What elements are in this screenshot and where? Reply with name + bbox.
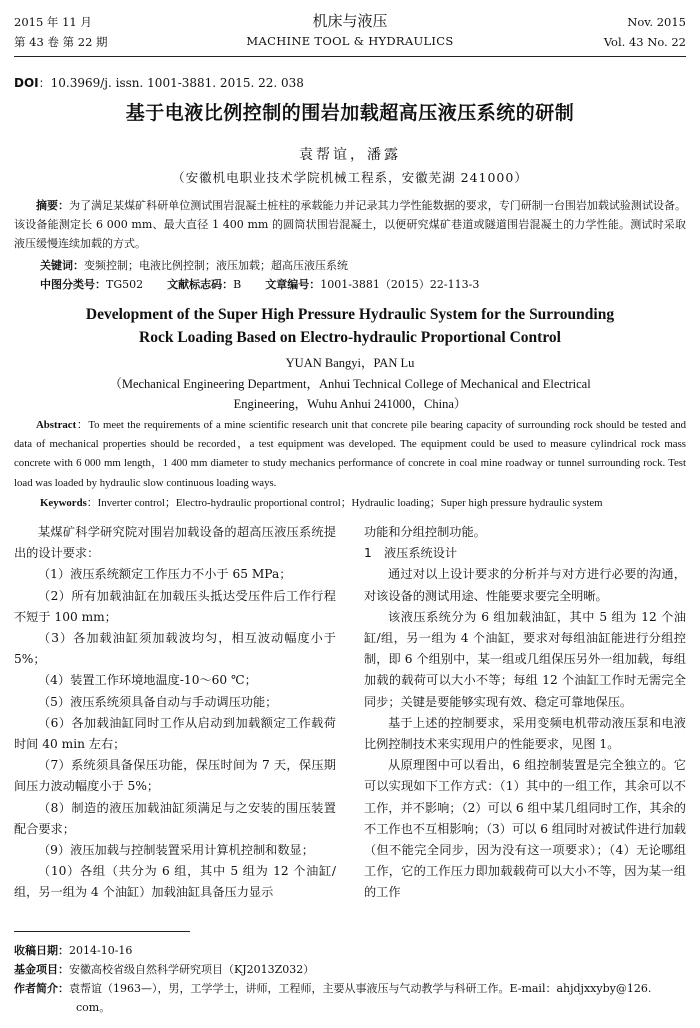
header-right [604, 12, 686, 52]
body-paragraph: 该液压系统分为 6 组加载油缸，其中 5 组为 12 个油缸/组，另一组为 4 个油缸，要求对每组油缸能进行分组控制，即 6 个组别中，某一组或几组保压另外一组加载，每组加载的载荷可以大小不等；每组 12 个油缸工作时无需完全同步；关键是要能够实现有效、稳定可靠地保压。 [364, 609, 686, 709]
requirement-item: （8）制造的液压加载油缸须满足与之安装的围压装置配合要求； [14, 800, 336, 836]
body-column-right [364, 522, 686, 904]
doc-code-label: 文献标志码： [167, 278, 234, 291]
doc-code-value: B [233, 278, 242, 291]
header-center [0, 10, 700, 50]
fund-value: 安徽高校省级自然科学研究项目（KJ2013Z032） [69, 963, 315, 976]
header-divider [14, 56, 686, 57]
section-heading: 1 液压系统设计 [364, 546, 458, 561]
requirement-item: （5）液压系统须具备自动与手动调压功能； [38, 694, 278, 709]
keywords-en-label: Keywords [40, 497, 87, 509]
header-date-cn: 2015 年 11 月 [14, 15, 92, 29]
keywords-cn [40, 256, 348, 275]
paper-title-en [0, 303, 700, 349]
clc-label: 中图分类号： [40, 278, 106, 291]
abstract-en [14, 416, 686, 493]
requirement-item: （4）装置工作环境地温度-10～60 ℃； [38, 673, 257, 688]
received-label: 收稿日期： [14, 944, 69, 957]
requirement-item: （7）系统须具备保压功能，保压时间为 7 天，保压期间压力波动幅度小于 5%； [14, 758, 336, 794]
article-number-value: 1001-3881（2015）22-113-3 [320, 278, 480, 291]
author-bio-label: 作者简介： [14, 982, 69, 995]
footnote-author [14, 979, 686, 1017]
body-paragraph: 某煤矿科学研究院对围岩加载设备的超高压液压系统提出的设计要求： [14, 525, 336, 561]
abstract-cn-text: 为了满足某煤矿科研单位测试围岩混凝土桩柱的承载能力并记录其力学性能数据的要求，专门研制一台围岩加载试验测试设备。该设备能测定长 6 000 mm、最大直径 1 400 mm 的圆筒状围岩混凝土，以便研究煤矿巷道或隧道围岩混凝土的力学性能。测试时采取液压缓慢连续加载的方式。 [14, 199, 687, 250]
abstract-en-label: Abstract [36, 419, 77, 431]
requirement-item: （10）各组（共分为 6 组，其中 5 组为 12 个油缸/组，另一组为 4 个油缸）加载油缸具备压力显示 [14, 864, 336, 900]
body-paragraph: 从原理图中可以看出，6 组控制装置是完全独立的。它可以实现如下工作方式：（1）其中的一组工作，其余可以不工作，并不影响；（2）可以 6 组中某几组同时工作，其余的不工作也不互相影响；（3）可以 6 组同时对被试件进行加载（但不能完全同步，因为没有这一项要求）；（4）无论哪组工作，它的工作压力即加载载荷可以大小不等，因为某一组的工作 [364, 758, 686, 900]
abstract-en-text: ：To meet the requirements of a mine scientific research unit that concrete pile bearing capacity of surrounding rock should be tested and data of mechanical properties should be recorded，a test equipment was developed. The equipment could be used to measure cylindrical rock mass concrete with 6 000 mm length，1 400 mm diameter to study mechanics performance of concrete in coal mine roadway or tunnel surrounding rock. Test load was loaded by hydraulic slow continuous loading ways. [14, 419, 686, 489]
footnotes [14, 941, 686, 1017]
body-column-left [14, 522, 336, 904]
header-volume-en: Vol. 43 No. 22 [603, 35, 686, 49]
doi-value: ：10.3969/j. issn. 1001-3881. 2015. 22. 038 [38, 76, 304, 90]
journal-name-cn: 机床与液压 [312, 12, 388, 30]
keywords-en-text: ：Inverter control；Electro-hydraulic proportional control；Hydraulic loading；Super high pressure hydraulic system [86, 497, 603, 509]
requirement-item: （6）各加载油缸同时工作从启动到加载额定工作载荷时间 40 min 左右； [14, 715, 336, 752]
body-paragraph: 通过对以上设计要求的分析并与对方进行必要的沟通，对该设备的测试用途、性能要求要完全明晰。 [364, 567, 686, 603]
paper-title-cn: 基于电液比例控制的围岩加载超高压液压系统的研制 [125, 102, 575, 124]
header-date-en: Nov. 2015 [627, 15, 686, 29]
footnote-divider [14, 931, 190, 932]
paper-title-en-line2: Rock Loading Based on Electro-hydraulic Proportional Control [139, 329, 561, 346]
authors-cn: 袁帮谊，潘露 [299, 147, 401, 163]
requirement-item: （9）液压加载与控制装置采用计算机控制和数显； [38, 843, 314, 858]
journal-name-en: MACHINE TOOL & HYDRAULICS [246, 34, 454, 48]
requirement-item: （2）所有加载油缸在加载压头抵达受压件后工作行程不短于 100 mm； [14, 588, 336, 624]
affiliation-en-line2: Engineering，Wuhu Anhui 241000，China） [233, 397, 467, 411]
clc-value: TG502 [106, 278, 144, 291]
doi-line [14, 74, 304, 91]
keywords-cn-text: 变频控制；电液比例控制；液压加载；超高压液压系统 [84, 259, 348, 272]
affiliation-en-line1: （Mechanical Engineering Department，Anhui Technical College of Mechanical and Electrical [109, 377, 591, 391]
paper-title-en-line1: Development of the Super High Pressure Hydraulic System for the Surrounding [85, 306, 615, 323]
body-continued-text: 功能和分组控制功能。 [364, 525, 486, 539]
abstract-cn [14, 196, 686, 253]
article-number-label: 文章编号： [265, 278, 321, 291]
requirement-item: （1）液压系统额定工作压力不小于 65 MPa； [38, 567, 292, 582]
footnote-received [14, 941, 686, 960]
abstract-cn-label: 摘要： [36, 199, 70, 212]
doi-label: DOI [14, 76, 39, 90]
authors-en: YUAN Bangyi，PAN Lu [285, 356, 415, 370]
body-paragraph: 基于上述的控制要求，采用变频电机带动液压泵和电液比例控制技术来实现用户的性能要求，见图 1。 [364, 715, 686, 752]
received-value: 2014-10-16 [69, 944, 133, 957]
requirement-item: （3）各加载油缸须加载波均匀，相互波动幅度小于 5%； [14, 631, 336, 667]
fund-label: 基金项目： [14, 963, 69, 976]
keywords-en [40, 494, 603, 513]
header-volume-cn: 第 43 卷 第 22 期 [14, 35, 108, 49]
author-bio-value: 袁帮谊（1963—），男，工学学士，讲师，工程师，主要从事液压与气动教学与科研工作。E-mail：ahjdjxxyby@126. com。 [69, 982, 652, 1014]
classification-row [40, 275, 479, 294]
keywords-cn-label: 关键词： [40, 259, 84, 272]
footnote-fund [14, 960, 686, 979]
affiliation-en [60, 374, 640, 414]
affiliation-cn: （安徽机电职业技术学院机械工程系，安徽芜湖 241000） [172, 170, 528, 185]
